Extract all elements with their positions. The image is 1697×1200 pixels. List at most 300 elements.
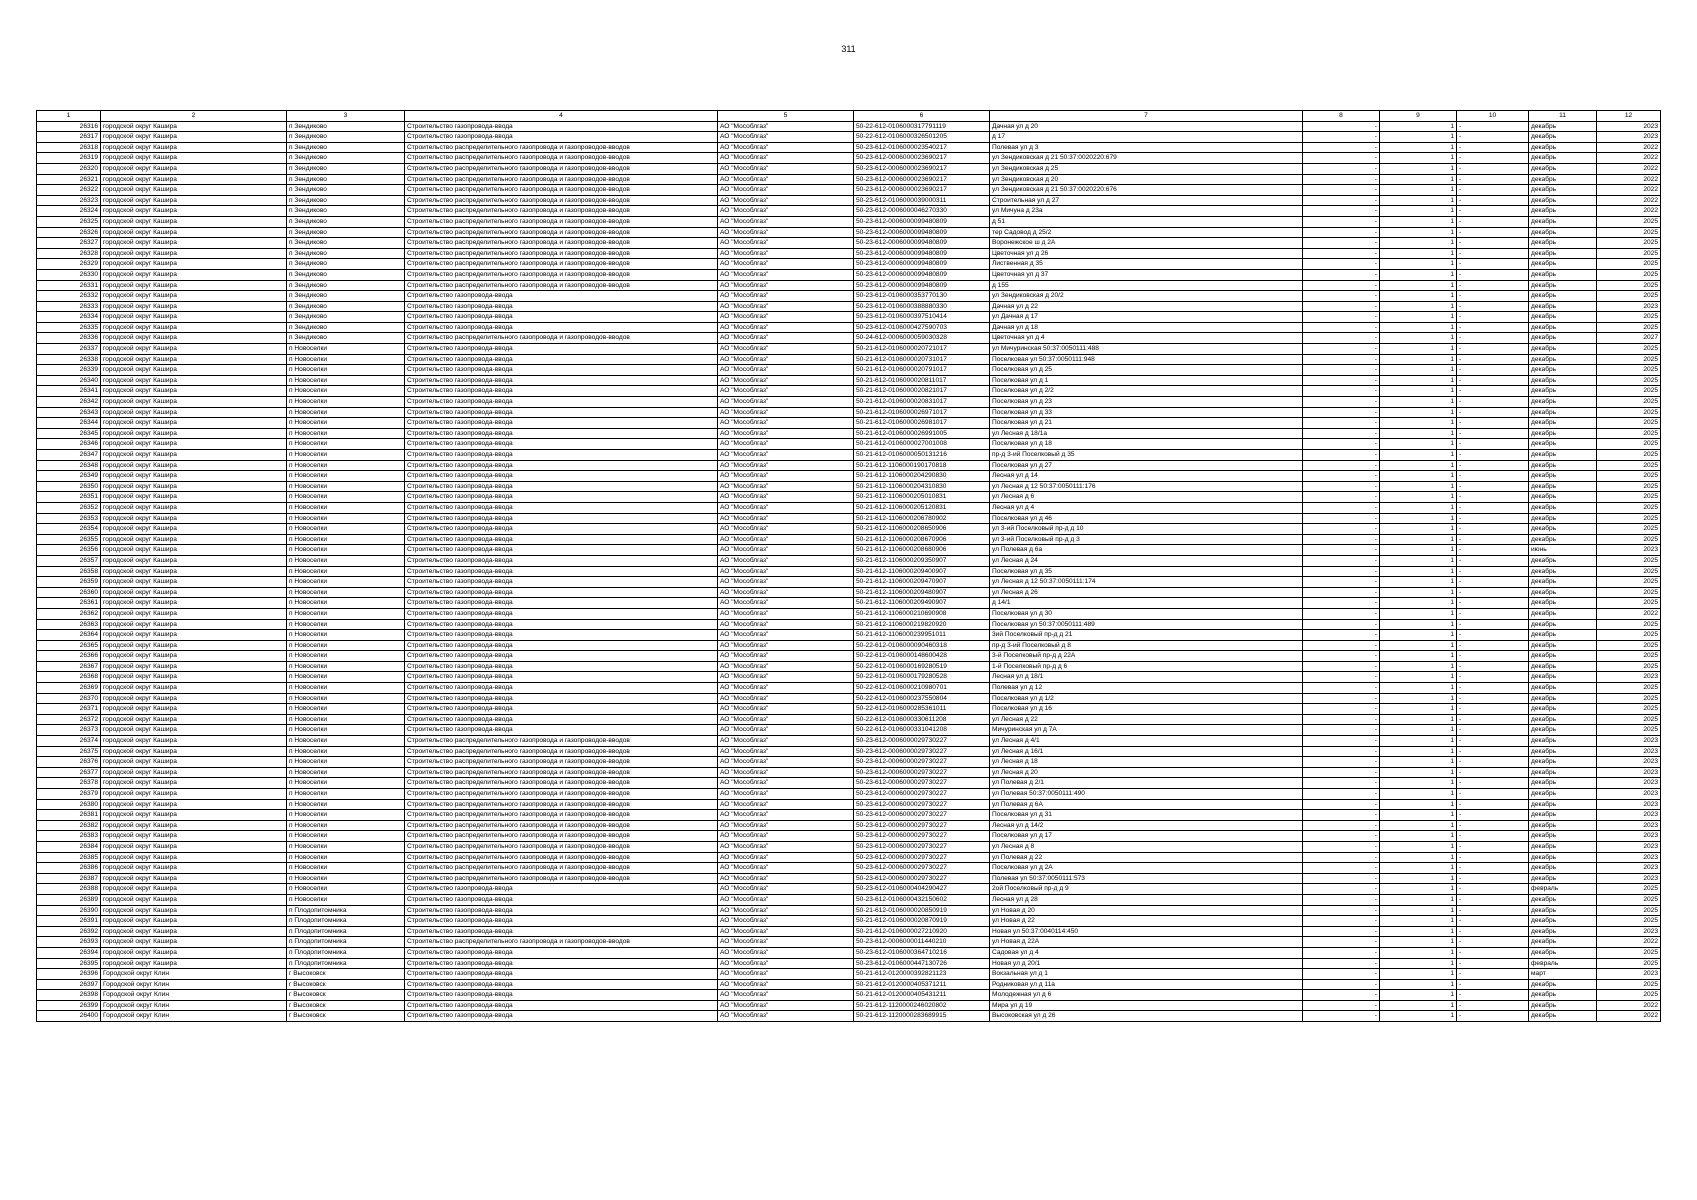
quantity-cell: 1 bbox=[1380, 322, 1457, 333]
year-cell: 2025 bbox=[1597, 577, 1661, 588]
address-cell: Садовая ул д 4 bbox=[990, 947, 1303, 958]
work-type-cell: Строительство газопровода-ввода bbox=[405, 524, 718, 535]
quantity-cell: 1 bbox=[1380, 524, 1457, 535]
col10-cell: - bbox=[1457, 428, 1529, 439]
col10-cell: - bbox=[1457, 492, 1529, 503]
table-row bbox=[37, 683, 1661, 694]
district-cell: городской округ Кашира bbox=[101, 227, 287, 238]
organization-cell: АО "Мособлгаз" bbox=[718, 121, 854, 132]
year-cell: 2025 bbox=[1597, 418, 1661, 429]
address-cell: ул Зендиковская д 20/2 bbox=[990, 291, 1303, 302]
month-cell: декабрь bbox=[1529, 280, 1597, 291]
col10-cell: - bbox=[1457, 841, 1529, 852]
month-cell: декабрь bbox=[1529, 789, 1597, 800]
table-row bbox=[37, 693, 1661, 704]
table-row bbox=[37, 238, 1661, 249]
settlement-cell: п Новоселки bbox=[287, 502, 405, 513]
settlement-cell: п Новоселки bbox=[287, 460, 405, 471]
row-number: 26321 bbox=[37, 174, 101, 185]
table-row bbox=[37, 206, 1661, 217]
col10-cell: - bbox=[1457, 418, 1529, 429]
row-number: 26326 bbox=[37, 227, 101, 238]
request-code-cell: 50-21-612-1106000206780902 bbox=[854, 513, 990, 524]
month-cell: декабрь bbox=[1529, 990, 1597, 1001]
request-code-cell: 50-23-612-0106000388880330 bbox=[854, 301, 990, 312]
col10-cell: - bbox=[1457, 916, 1529, 927]
year-cell: 2025 bbox=[1597, 481, 1661, 492]
settlement-cell: п Новоселки bbox=[287, 661, 405, 672]
address-cell: ул Полевая 50:37:0050111:490 bbox=[990, 789, 1303, 800]
organization-cell: АО "Мособлгаз" bbox=[718, 322, 854, 333]
district-cell: городской округ Кашира bbox=[101, 778, 287, 789]
column-header-10: 10 bbox=[1457, 111, 1529, 122]
organization-cell: АО "Мособлгаз" bbox=[718, 693, 854, 704]
settlement-cell: п Зендиково bbox=[287, 301, 405, 312]
col10-cell: - bbox=[1457, 291, 1529, 302]
address-cell: Родниковая ул д 11а bbox=[990, 979, 1303, 990]
settlement-cell: п Зендиково bbox=[287, 248, 405, 259]
year-cell: 2025 bbox=[1597, 990, 1661, 1001]
district-cell: городской округ Кашира bbox=[101, 354, 287, 365]
address-cell: Полевая ул д 3 bbox=[990, 142, 1303, 153]
quantity-cell: 1 bbox=[1380, 534, 1457, 545]
col8-cell: - bbox=[1303, 1000, 1380, 1011]
quantity-cell: 1 bbox=[1380, 916, 1457, 927]
organization-cell: АО "Мособлгаз" bbox=[718, 534, 854, 545]
month-cell: декабрь bbox=[1529, 185, 1597, 196]
quantity-cell: 1 bbox=[1380, 630, 1457, 641]
year-cell: 2025 bbox=[1597, 683, 1661, 694]
month-cell: декабрь bbox=[1529, 725, 1597, 736]
row-number: 26350 bbox=[37, 481, 101, 492]
district-cell: городской округ Кашира bbox=[101, 492, 287, 503]
col8-cell: - bbox=[1303, 693, 1380, 704]
quantity-cell: 1 bbox=[1380, 863, 1457, 874]
request-code-cell: 50-23-612-0006000029730227 bbox=[854, 841, 990, 852]
organization-cell: АО "Мособлгаз" bbox=[718, 863, 854, 874]
settlement-cell: п Зендиково bbox=[287, 132, 405, 143]
column-header-1: 1 bbox=[37, 111, 101, 122]
col10-cell: - bbox=[1457, 354, 1529, 365]
settlement-cell: п Новоселки bbox=[287, 884, 405, 895]
month-cell: декабрь bbox=[1529, 121, 1597, 132]
work-type-cell: Строительство газопровода-ввода bbox=[405, 683, 718, 694]
work-type-cell: Строительство распределительного газопровода и газопроводов-вводов bbox=[405, 206, 718, 217]
table-row bbox=[37, 640, 1661, 651]
organization-cell: АО "Мособлгаз" bbox=[718, 545, 854, 556]
month-cell: декабрь bbox=[1529, 248, 1597, 259]
address-cell: ул Новая д 22 bbox=[990, 916, 1303, 927]
col10-cell: - bbox=[1457, 852, 1529, 863]
work-type-cell: Строительство распределительного газопровода и газопроводов-вводов bbox=[405, 746, 718, 757]
quantity-cell: 1 bbox=[1380, 280, 1457, 291]
row-number: 26331 bbox=[37, 280, 101, 291]
quantity-cell: 1 bbox=[1380, 481, 1457, 492]
settlement-cell: п Зендиково bbox=[287, 269, 405, 280]
year-cell: 2025 bbox=[1597, 534, 1661, 545]
settlement-cell: п Зендиково bbox=[287, 227, 405, 238]
year-cell: 2025 bbox=[1597, 630, 1661, 641]
work-type-cell: Строительство газопровода-ввода bbox=[405, 428, 718, 439]
quantity-cell: 1 bbox=[1380, 301, 1457, 312]
table-row bbox=[37, 397, 1661, 408]
row-number: 26373 bbox=[37, 725, 101, 736]
year-cell: 2023 bbox=[1597, 863, 1661, 874]
col10-cell: - bbox=[1457, 884, 1529, 895]
row-number: 26352 bbox=[37, 502, 101, 513]
address-cell: Цветочная ул д 37 bbox=[990, 269, 1303, 280]
row-number: 26376 bbox=[37, 757, 101, 768]
month-cell: декабрь bbox=[1529, 386, 1597, 397]
address-cell: Поселковая ул д 31 bbox=[990, 810, 1303, 821]
col8-cell: - bbox=[1303, 502, 1380, 513]
col10-cell: - bbox=[1457, 799, 1529, 810]
request-code-cell: 50-21-612-1120000246020802 bbox=[854, 1000, 990, 1011]
address-cell: ул 3-ий Поселковый пр-д д 10 bbox=[990, 524, 1303, 535]
work-type-cell: Строительство газопровода-ввода bbox=[405, 704, 718, 715]
address-cell: Поселковая ул д 21 bbox=[990, 418, 1303, 429]
work-type-cell: Строительство распределительного газопровода и газопроводов-вводов bbox=[405, 280, 718, 291]
request-code-cell: 50-23-612-0106000023540217 bbox=[854, 142, 990, 153]
work-type-cell: Строительство газопровода-ввода bbox=[405, 725, 718, 736]
work-type-cell: Строительство газопровода-ввода bbox=[405, 354, 718, 365]
col8-cell: - bbox=[1303, 206, 1380, 217]
settlement-cell: п Зендиково bbox=[287, 312, 405, 323]
address-cell: Поселковая ул д 18 bbox=[990, 439, 1303, 450]
col10-cell: - bbox=[1457, 397, 1529, 408]
organization-cell: АО "Мособлгаз" bbox=[718, 767, 854, 778]
request-code-cell: 50-21-612-1106000209490907 bbox=[854, 598, 990, 609]
year-cell: 2025 bbox=[1597, 905, 1661, 916]
request-code-cell: 50-23-612-0006000029730227 bbox=[854, 778, 990, 789]
col8-cell: - bbox=[1303, 672, 1380, 683]
table-row bbox=[37, 778, 1661, 789]
address-cell: д 14/1 bbox=[990, 598, 1303, 609]
address-cell: д 155 bbox=[990, 280, 1303, 291]
col8-cell: - bbox=[1303, 789, 1380, 800]
settlement-cell: п Зендиково bbox=[287, 163, 405, 174]
settlement-cell: п Новоселки bbox=[287, 534, 405, 545]
work-type-cell: Строительство распределительного газопровода и газопроводов-вводов bbox=[405, 174, 718, 185]
settlement-cell: п Зендиково bbox=[287, 153, 405, 164]
row-number: 26388 bbox=[37, 884, 101, 895]
month-cell: декабрь bbox=[1529, 704, 1597, 715]
organization-cell: АО "Мособлгаз" bbox=[718, 916, 854, 927]
request-code-cell: 50-21-612-1106000209350907 bbox=[854, 555, 990, 566]
month-cell: декабрь bbox=[1529, 566, 1597, 577]
district-cell: городской округ Кашира bbox=[101, 206, 287, 217]
organization-cell: АО "Мособлгаз" bbox=[718, 386, 854, 397]
request-code-cell: 50-21-612-1106000210690908 bbox=[854, 608, 990, 619]
address-cell: Поселковая ул д 33 bbox=[990, 407, 1303, 418]
row-number: 26360 bbox=[37, 587, 101, 598]
request-code-cell: 50-21-612-0106000020821017 bbox=[854, 386, 990, 397]
settlement-cell: п Новоселки bbox=[287, 481, 405, 492]
col8-cell: - bbox=[1303, 439, 1380, 450]
year-cell: 2025 bbox=[1597, 322, 1661, 333]
organization-cell: АО "Мособлгаз" bbox=[718, 153, 854, 164]
address-cell: Поселковая ул д 2/2 bbox=[990, 386, 1303, 397]
work-type-cell: Строительство газопровода-ввода bbox=[405, 291, 718, 302]
address-cell: Цветочная ул д 4 bbox=[990, 333, 1303, 344]
quantity-cell: 1 bbox=[1380, 227, 1457, 238]
col10-cell: - bbox=[1457, 704, 1529, 715]
address-cell: ул Лесная д 18/1а bbox=[990, 428, 1303, 439]
work-type-cell: Строительство газопровода-ввода bbox=[405, 386, 718, 397]
table-row bbox=[37, 736, 1661, 747]
table-row bbox=[37, 195, 1661, 206]
col10-cell: - bbox=[1457, 651, 1529, 662]
quantity-cell: 1 bbox=[1380, 450, 1457, 461]
quantity-cell: 1 bbox=[1380, 439, 1457, 450]
row-number: 26335 bbox=[37, 322, 101, 333]
settlement-cell: п Зендиково bbox=[287, 142, 405, 153]
table-row bbox=[37, 969, 1661, 980]
quantity-cell: 1 bbox=[1380, 492, 1457, 503]
col8-cell: - bbox=[1303, 767, 1380, 778]
settlement-cell: п Новоселки bbox=[287, 693, 405, 704]
address-cell: Поселковая ул д 23 bbox=[990, 397, 1303, 408]
organization-cell: АО "Мособлгаз" bbox=[718, 979, 854, 990]
quantity-cell: 1 bbox=[1380, 238, 1457, 249]
col10-cell: - bbox=[1457, 598, 1529, 609]
year-cell: 2025 bbox=[1597, 227, 1661, 238]
quantity-cell: 1 bbox=[1380, 661, 1457, 672]
settlement-cell: п Новоселки bbox=[287, 471, 405, 482]
organization-cell: АО "Мособлгаз" bbox=[718, 471, 854, 482]
col8-cell: - bbox=[1303, 566, 1380, 577]
table-row bbox=[37, 587, 1661, 598]
address-cell: Новая ул 50:37:0040114:450 bbox=[990, 926, 1303, 937]
address-cell: Новая ул д 20/1 bbox=[990, 958, 1303, 969]
table-row bbox=[37, 937, 1661, 948]
row-number: 26316 bbox=[37, 121, 101, 132]
col8-cell: - bbox=[1303, 153, 1380, 164]
col10-cell: - bbox=[1457, 386, 1529, 397]
col10-cell: - bbox=[1457, 937, 1529, 948]
table-row bbox=[37, 428, 1661, 439]
col10-cell: - bbox=[1457, 312, 1529, 323]
district-cell: городской округ Кашира bbox=[101, 163, 287, 174]
district-cell: городской округ Кашира bbox=[101, 344, 287, 355]
col8-cell: - bbox=[1303, 248, 1380, 259]
year-cell: 2025 bbox=[1597, 269, 1661, 280]
col8-cell: - bbox=[1303, 301, 1380, 312]
request-code-cell: 50-21-612-0106000020831017 bbox=[854, 397, 990, 408]
organization-cell: АО "Мособлгаз" bbox=[718, 672, 854, 683]
organization-cell: АО "Мособлгаз" bbox=[718, 375, 854, 386]
request-code-cell: 50-21-612-1120000283689915 bbox=[854, 1011, 990, 1022]
request-code-cell: 50-21-612-0106000020850919 bbox=[854, 905, 990, 916]
request-code-cell: 50-23-612-0106000364710216 bbox=[854, 947, 990, 958]
settlement-cell: п Новоселки bbox=[287, 683, 405, 694]
column-header-11: 11 bbox=[1529, 111, 1597, 122]
year-cell: 2022 bbox=[1597, 185, 1661, 196]
row-number: 26368 bbox=[37, 672, 101, 683]
request-code-cell: 50-21-612-0106000027001008 bbox=[854, 439, 990, 450]
quantity-cell: 1 bbox=[1380, 344, 1457, 355]
col10-cell: - bbox=[1457, 322, 1529, 333]
col8-cell: - bbox=[1303, 555, 1380, 566]
district-cell: городской округ Кашира bbox=[101, 450, 287, 461]
request-code-cell: 50-23-612-0006000029730227 bbox=[854, 863, 990, 874]
quantity-cell: 1 bbox=[1380, 269, 1457, 280]
column-header-6: 6 bbox=[854, 111, 990, 122]
month-cell: декабрь bbox=[1529, 1011, 1597, 1022]
quantity-cell: 1 bbox=[1380, 937, 1457, 948]
settlement-cell: п Новоселки bbox=[287, 439, 405, 450]
organization-cell: АО "Мособлгаз" bbox=[718, 132, 854, 143]
request-code-cell: 50-23-612-0006000023690217 bbox=[854, 174, 990, 185]
year-cell: 2025 bbox=[1597, 587, 1661, 598]
col10-cell: - bbox=[1457, 693, 1529, 704]
col8-cell: - bbox=[1303, 259, 1380, 270]
col8-cell: - bbox=[1303, 640, 1380, 651]
year-cell: 2025 bbox=[1597, 259, 1661, 270]
settlement-cell: п Новоселки bbox=[287, 767, 405, 778]
quantity-cell: 1 bbox=[1380, 397, 1457, 408]
col8-cell: - bbox=[1303, 513, 1380, 524]
month-cell: декабрь bbox=[1529, 460, 1597, 471]
year-cell: 2023 bbox=[1597, 672, 1661, 683]
row-number: 26385 bbox=[37, 852, 101, 863]
col8-cell: - bbox=[1303, 725, 1380, 736]
quantity-cell: 1 bbox=[1380, 990, 1457, 1001]
row-number: 26324 bbox=[37, 206, 101, 217]
organization-cell: АО "Мособлгаз" bbox=[718, 608, 854, 619]
col8-cell: - bbox=[1303, 831, 1380, 842]
work-type-cell: Строительство газопровода-ввода bbox=[405, 471, 718, 482]
request-code-cell: 50-23-612-0006000029730227 bbox=[854, 757, 990, 768]
row-number: 26369 bbox=[37, 683, 101, 694]
row-number: 26348 bbox=[37, 460, 101, 471]
work-type-cell: Строительство газопровода-ввода bbox=[405, 439, 718, 450]
quantity-cell: 1 bbox=[1380, 778, 1457, 789]
row-number: 26345 bbox=[37, 428, 101, 439]
address-cell: 3ий Поселковый пр-д д 21 bbox=[990, 630, 1303, 641]
address-cell: 2ой Поселковый пр-д д 9 bbox=[990, 884, 1303, 895]
work-type-cell: Строительство газопровода-ввода bbox=[405, 990, 718, 1001]
table-row bbox=[37, 269, 1661, 280]
row-number: 26337 bbox=[37, 344, 101, 355]
request-code-cell: 50-21-612-0106000026991005 bbox=[854, 428, 990, 439]
col10-cell: - bbox=[1457, 216, 1529, 227]
year-cell: 2025 bbox=[1597, 894, 1661, 905]
month-cell: декабрь bbox=[1529, 312, 1597, 323]
address-cell: Лесная ул д 14 bbox=[990, 471, 1303, 482]
request-code-cell: 50-21-612-0120000405431211 bbox=[854, 990, 990, 1001]
month-cell: декабрь bbox=[1529, 513, 1597, 524]
year-cell: 2023 bbox=[1597, 799, 1661, 810]
col10-cell: - bbox=[1457, 905, 1529, 916]
district-cell: городской округ Кашира bbox=[101, 841, 287, 852]
table-row bbox=[37, 322, 1661, 333]
work-type-cell: Строительство газопровода-ввода bbox=[405, 312, 718, 323]
organization-cell: АО "Мособлгаз" bbox=[718, 238, 854, 249]
month-cell: декабрь bbox=[1529, 132, 1597, 143]
row-number: 26377 bbox=[37, 767, 101, 778]
col8-cell: - bbox=[1303, 312, 1380, 323]
organization-cell: АО "Мособлгаз" bbox=[718, 810, 854, 821]
col10-cell: - bbox=[1457, 269, 1529, 280]
settlement-cell: п Новоселки bbox=[287, 863, 405, 874]
request-code-cell: 50-22-612-0106000148600428 bbox=[854, 651, 990, 662]
table-row bbox=[37, 704, 1661, 715]
year-cell: 2025 bbox=[1597, 386, 1661, 397]
work-type-cell: Строительство газопровода-ввода bbox=[405, 397, 718, 408]
month-cell: декабрь bbox=[1529, 142, 1597, 153]
table-row bbox=[37, 651, 1661, 662]
year-cell: 2023 bbox=[1597, 757, 1661, 768]
table-row bbox=[37, 185, 1661, 196]
district-cell: городской округ Кашира bbox=[101, 630, 287, 641]
col10-cell: - bbox=[1457, 153, 1529, 164]
settlement-cell: г Высоковск bbox=[287, 990, 405, 1001]
col8-cell: - bbox=[1303, 492, 1380, 503]
table-row bbox=[37, 947, 1661, 958]
work-type-cell: Строительство газопровода-ввода bbox=[405, 301, 718, 312]
year-cell: 2022 bbox=[1597, 206, 1661, 217]
year-cell: 2025 bbox=[1597, 640, 1661, 651]
month-cell: декабрь bbox=[1529, 767, 1597, 778]
work-type-cell: Строительство газопровода-ввода bbox=[405, 661, 718, 672]
organization-cell: АО "Мособлгаз" bbox=[718, 450, 854, 461]
header-row bbox=[37, 111, 1661, 122]
quantity-cell: 1 bbox=[1380, 820, 1457, 831]
year-cell: 2025 bbox=[1597, 450, 1661, 461]
district-cell: городской округ Кашира bbox=[101, 640, 287, 651]
col10-cell: - bbox=[1457, 746, 1529, 757]
settlement-cell: п Новоселки bbox=[287, 375, 405, 386]
col10-cell: - bbox=[1457, 407, 1529, 418]
address-cell: Поселковая ул д 35 bbox=[990, 566, 1303, 577]
organization-cell: АО "Мособлгаз" bbox=[718, 905, 854, 916]
row-number: 26354 bbox=[37, 524, 101, 535]
district-cell: городской округ Кашира bbox=[101, 714, 287, 725]
col8-cell: - bbox=[1303, 428, 1380, 439]
settlement-cell: п Новоселки bbox=[287, 789, 405, 800]
table-header bbox=[37, 111, 1661, 122]
col10-cell: - bbox=[1457, 947, 1529, 958]
address-cell: ул 3-ий Поселковый пр-д д 3 bbox=[990, 534, 1303, 545]
col8-cell: - bbox=[1303, 407, 1380, 418]
organization-cell: АО "Мособлгаз" bbox=[718, 969, 854, 980]
request-code-cell: 50-23-612-0006000099480809 bbox=[854, 269, 990, 280]
district-cell: городской округ Кашира bbox=[101, 238, 287, 249]
month-cell: декабрь bbox=[1529, 333, 1597, 344]
col8-cell: - bbox=[1303, 227, 1380, 238]
work-type-cell: Строительство распределительного газопровода и газопроводов-вводов bbox=[405, 185, 718, 196]
col8-cell: - bbox=[1303, 418, 1380, 429]
year-cell: 2027 bbox=[1597, 333, 1661, 344]
quantity-cell: 1 bbox=[1380, 926, 1457, 937]
month-cell: декабрь bbox=[1529, 555, 1597, 566]
request-code-cell: 50-22-612-0106000317791119 bbox=[854, 121, 990, 132]
table-row bbox=[37, 301, 1661, 312]
request-code-cell: 50-23-612-0006000099480809 bbox=[854, 238, 990, 249]
work-type-cell: Строительство газопровода-ввода bbox=[405, 947, 718, 958]
work-type-cell: Строительство распределительного газопровода и газопроводов-вводов bbox=[405, 852, 718, 863]
district-cell: городской округ Кашира bbox=[101, 216, 287, 227]
work-type-cell: Строительство газопровода-ввода bbox=[405, 481, 718, 492]
address-cell: Полевая ул д 12 bbox=[990, 683, 1303, 694]
organization-cell: АО "Мособлгаз" bbox=[718, 513, 854, 524]
table-row bbox=[37, 259, 1661, 270]
address-cell: ул Полевая д 6а bbox=[990, 545, 1303, 556]
month-cell: декабрь bbox=[1529, 778, 1597, 789]
row-number: 26329 bbox=[37, 259, 101, 270]
work-type-cell: Строительство распределительного газопровода и газопроводов-вводов bbox=[405, 736, 718, 747]
